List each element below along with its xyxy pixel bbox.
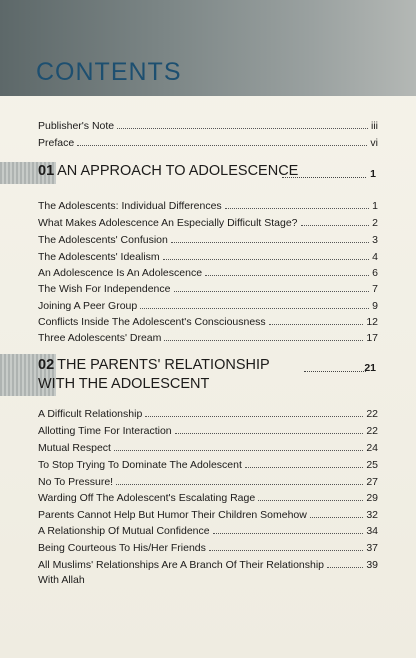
section-title-text: AN APPROACH TO ADOLESCENCE <box>57 163 299 179</box>
section-page-number: 1 <box>370 168 376 180</box>
dot-leader <box>310 517 363 518</box>
toc-entry[interactable] <box>38 505 378 521</box>
toc-entry[interactable] <box>38 196 378 212</box>
dot-leader <box>174 291 370 292</box>
toc-entry-page: 27 <box>366 476 378 488</box>
dot-leader <box>117 128 368 129</box>
toc-entry[interactable] <box>38 438 378 454</box>
toc-entry-continuation: With Allah <box>38 574 85 586</box>
toc-entry-page: 34 <box>366 525 378 537</box>
section-heading-01[interactable] <box>38 162 298 181</box>
toc-entry[interactable] <box>38 455 378 471</box>
toc-entry-label: An Adolescence Is An Adolescence <box>38 267 203 279</box>
dot-leader <box>164 340 363 341</box>
toc-entry-label: Joining A Peer Group <box>38 300 138 312</box>
toc-entry[interactable] <box>38 555 378 571</box>
toc-entry[interactable] <box>38 296 378 312</box>
toc-entry-label: What Makes Adolescence An Especially Difficult Stage? <box>38 217 298 229</box>
toc-entry-page: 29 <box>366 492 378 504</box>
toc-entry-page: 9 <box>372 300 378 312</box>
toc-entry-page: 39 <box>366 559 378 571</box>
toc-entry-label: The Adolescents' Idealism <box>38 251 160 263</box>
toc-entry-page: iii <box>371 120 378 132</box>
section-page-number: 21 <box>364 362 376 374</box>
toc-entry[interactable] <box>38 472 378 488</box>
toc-entry-page: 37 <box>366 542 378 554</box>
toc-entry[interactable] <box>38 312 378 328</box>
toc-entry[interactable] <box>38 421 378 437</box>
section-number: 02 <box>38 357 55 373</box>
toc-entry-label: Publisher's Note <box>38 120 115 132</box>
toc-entry-label: A Relationship Of Mutual Confidence <box>38 525 210 537</box>
toc-entry-label: Being Courteous To His/Her Friends <box>38 542 206 554</box>
toc-entry-label: A Difficult Relationship <box>38 408 143 420</box>
toc-entry-label: Conflicts Inside The Adolescent's Consciousness <box>38 316 266 328</box>
toc-entry-label: Parents Cannot Help But Humor Their Children Somehow <box>38 509 307 521</box>
toc-entry[interactable] <box>38 230 378 246</box>
toc-entry-page: 17 <box>366 332 378 344</box>
dot-leader <box>258 500 363 501</box>
toc-entry-page: 22 <box>366 408 378 420</box>
toc-entry-label: No To Pressure! <box>38 476 114 488</box>
toc-entry-page: 32 <box>366 509 378 521</box>
dot-leader <box>175 433 364 434</box>
toc-entry-label: The Wish For Independence <box>38 283 171 295</box>
toc-entry-page: 6 <box>372 267 378 279</box>
dot-leader <box>213 533 364 534</box>
toc-entry[interactable] <box>38 279 378 295</box>
dot-leader <box>301 225 370 226</box>
dot-leader <box>171 242 369 243</box>
toc-entry-page: 25 <box>366 459 378 471</box>
toc-entry-label: Preface <box>38 137 75 149</box>
toc-entry-preface[interactable] <box>38 133 378 149</box>
toc-entry-page: 12 <box>366 316 378 328</box>
dot-leader <box>209 550 363 551</box>
toc-entry[interactable] <box>38 404 378 420</box>
dot-leader <box>327 567 363 568</box>
toc-entry-page: 22 <box>366 425 378 437</box>
toc-entry-label: To Stop Trying To Dominate The Adolescent <box>38 459 242 471</box>
toc-entry-page: 1 <box>372 200 378 212</box>
toc-entry-page: 3 <box>372 234 378 246</box>
toc-entry-page: vi <box>370 137 378 149</box>
toc-entry[interactable] <box>38 213 378 229</box>
dot-leader <box>77 145 367 146</box>
dot-leader <box>114 450 363 451</box>
dot-leader <box>225 208 369 209</box>
toc-entry[interactable] <box>38 247 378 263</box>
dot-leader <box>205 275 369 276</box>
toc-entry[interactable] <box>38 538 378 554</box>
toc-entry-label: Three Adolescents' Dream <box>38 332 162 344</box>
toc-entry-label: All Muslims' Relationships Are A Branch Of Their Relationship <box>38 559 325 571</box>
toc-entry-label: Mutual Respect <box>38 442 111 454</box>
page-title: CONTENTS <box>36 58 182 86</box>
toc-entry-label: The Adolescents: Individual Differences <box>38 200 222 212</box>
dot-leader <box>245 467 363 468</box>
toc-entry[interactable] <box>38 263 378 279</box>
dot-leader <box>282 177 366 178</box>
dot-leader <box>116 484 363 485</box>
toc-entry-publishers-note[interactable] <box>38 116 378 132</box>
dot-leader <box>140 308 369 309</box>
toc-entry-page: 4 <box>372 251 378 263</box>
toc-entry-page: 7 <box>372 283 378 295</box>
section-heading-02[interactable] <box>38 356 270 394</box>
toc-entry[interactable] <box>38 488 378 504</box>
toc-entry[interactable] <box>38 328 378 344</box>
section-number: 01 <box>38 163 55 179</box>
toc-entry-label: Warding Off The Adolescent's Escalating Rage <box>38 492 256 504</box>
toc-entry-page: 24 <box>366 442 378 454</box>
section-title-text: THE PARENTS' RELATIONSHIP <box>57 357 270 373</box>
toc-entry[interactable] <box>38 521 378 537</box>
dot-leader <box>145 416 363 417</box>
toc-entry-label: Allotting Time For Interaction <box>38 425 172 437</box>
dot-leader <box>304 371 366 372</box>
toc-entry-page: 2 <box>372 217 378 229</box>
dot-leader <box>269 324 364 325</box>
dot-leader <box>163 259 370 260</box>
section-title-text-line2: WITH THE ADOLESCENT <box>38 376 210 392</box>
toc-entry-label: The Adolescents' Confusion <box>38 234 168 246</box>
